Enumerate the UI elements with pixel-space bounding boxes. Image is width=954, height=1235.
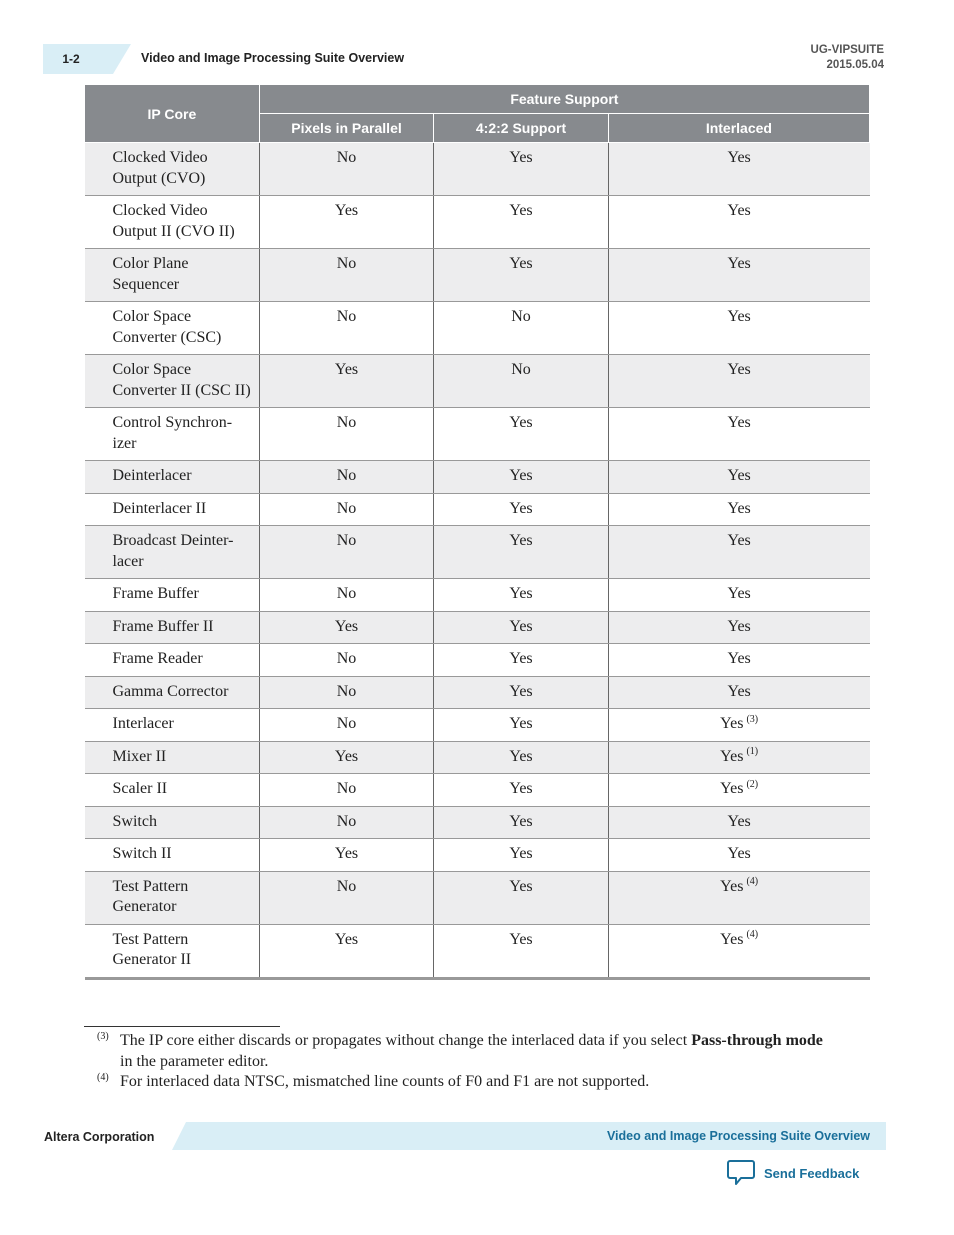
pixels-in-parallel-value: Yes (259, 839, 434, 872)
interlaced-text: Yes (727, 845, 751, 862)
interlaced-text: Yes (727, 202, 751, 219)
ip-core-name: Mixer II (85, 741, 260, 774)
table-row (85, 196, 870, 249)
pixels-in-parallel-value: Yes (259, 741, 434, 774)
table-row (85, 355, 870, 408)
interlaced-text: Yes (727, 585, 751, 602)
interlaced-value (608, 493, 869, 526)
support-422-value: Yes (434, 249, 609, 302)
doc-id-block (811, 43, 884, 73)
pixels-in-parallel-value: Yes (259, 611, 434, 644)
support-422-value: Yes (434, 143, 609, 196)
ip-core-name: Color Plane Sequencer (85, 249, 260, 302)
pixels-in-parallel-value: No (259, 143, 434, 196)
support-422-value: Yes (434, 644, 609, 677)
table-row (85, 302, 870, 355)
table-body (85, 143, 870, 979)
company-name: Altera Corporation (44, 1130, 155, 1144)
running-title: Video and Image Processing Suite Overview (141, 51, 405, 65)
table-row (85, 644, 870, 677)
support-422-value: Yes (434, 709, 609, 742)
footnote-mark: (3) (97, 1031, 109, 1042)
interlaced-value (608, 579, 869, 612)
ip-core-name: Frame Buffer II (85, 611, 260, 644)
interlaced-value (608, 408, 869, 461)
support-422-value: Yes (434, 741, 609, 774)
footer-band-notch (172, 1122, 186, 1150)
table-row (85, 839, 870, 872)
interlaced-value (608, 249, 869, 302)
footnote-bold-term: Pass-through mode (691, 1032, 823, 1049)
interlaced-text: Yes (727, 361, 751, 378)
doc-date: 2015.05.04 (826, 59, 884, 71)
pixels-in-parallel-value: Yes (259, 924, 434, 978)
interlaced-value (608, 526, 869, 579)
pixels-in-parallel-value: No (259, 493, 434, 526)
table-row (85, 408, 870, 461)
support-422-value: Yes (434, 774, 609, 807)
pixels-in-parallel-value: No (259, 579, 434, 612)
table-row (85, 806, 870, 839)
interlaced-text: Yes (727, 532, 751, 549)
footnote-text: The IP core either discards or propagates without change the interlaced data if you select Pass-through mode in the parameter editor. (120, 1032, 823, 1070)
interlaced-value (608, 611, 869, 644)
table-row (85, 461, 870, 494)
header-ip-core: IP Core (85, 85, 260, 143)
speech-bubble-icon (726, 1159, 756, 1187)
ip-core-name: Clocked Video Output II (CVO II) (85, 196, 260, 249)
ip-core-name: Scaler II (85, 774, 260, 807)
interlaced-value (608, 774, 869, 807)
interlaced-text: Yes (720, 780, 744, 797)
support-422-value: Yes (434, 924, 609, 978)
interlaced-value (608, 355, 869, 408)
footnote-4 (97, 1071, 837, 1092)
interlaced-value (608, 196, 869, 249)
doc-id: UG-VIPSUITE (810, 44, 884, 56)
footnote-reference[interactable]: (3) (746, 713, 759, 725)
table-row (85, 709, 870, 742)
table-row (85, 871, 870, 924)
interlaced-value (608, 644, 869, 677)
interlaced-value (608, 676, 869, 709)
support-422-value: Yes (434, 871, 609, 924)
interlaced-value (608, 839, 869, 872)
send-feedback-label: Send Feedback (764, 1165, 860, 1181)
interlaced-value (608, 741, 869, 774)
ip-core-name: Switch II (85, 839, 260, 872)
ip-core-name: Deinterlacer (85, 461, 260, 494)
interlaced-text: Yes (727, 812, 751, 830)
pixels-in-parallel-value: No (259, 408, 434, 461)
interlaced-value (608, 709, 869, 742)
support-422-value: Yes (434, 839, 609, 872)
interlaced-value (608, 461, 869, 494)
pixels-in-parallel-value: No (259, 526, 434, 579)
ip-core-name: Frame Reader (85, 644, 260, 677)
support-422-value: Yes (434, 408, 609, 461)
ip-core-name: Frame Buffer (85, 579, 260, 612)
pixels-in-parallel-value: No (259, 709, 434, 742)
ip-core-name: Gamma Corrector (85, 676, 260, 709)
interlaced-value (608, 871, 869, 924)
pixels-in-parallel-value: No (259, 644, 434, 677)
footnote-text: For interlaced data NTSC, mismatched line counts of F0 and F1 are not supported. (120, 1073, 650, 1090)
pixels-in-parallel-value: No (259, 249, 434, 302)
table-row (85, 493, 870, 526)
footnote-reference[interactable]: (1) (746, 746, 759, 758)
support-422-value: Yes (434, 579, 609, 612)
ip-core-name: Color Space Converter II (CSC II) (85, 355, 260, 408)
table-row (85, 249, 870, 302)
ip-core-name: Deinterlacer II (85, 493, 260, 526)
interlaced-text: Yes (720, 715, 744, 732)
interlaced-text: Yes (727, 467, 751, 484)
interlaced-text: Yes (727, 149, 751, 166)
interlaced-value (608, 143, 869, 196)
header-pixels-in-parallel: Pixels in Parallel (259, 114, 434, 143)
table-row (85, 676, 870, 709)
ip-core-name: Broadcast Deinter- lacer (85, 526, 260, 579)
table-row (85, 741, 870, 774)
footnote-reference[interactable]: (2) (746, 778, 759, 790)
support-422-value: Yes (434, 196, 609, 249)
interlaced-text: Yes (727, 617, 751, 635)
pixels-in-parallel-value: Yes (259, 355, 434, 408)
ip-core-name: Test Pattern Generator II (85, 924, 260, 978)
interlaced-text: Yes (727, 682, 751, 700)
pixels-in-parallel-value: No (259, 774, 434, 807)
table-row (85, 579, 870, 612)
support-422-value: No (434, 355, 609, 408)
interlaced-value (608, 924, 869, 978)
pixels-in-parallel-value: No (259, 302, 434, 355)
ip-core-name: Clocked Video Output (CVO) (85, 143, 260, 196)
table-row (85, 774, 870, 807)
ip-core-name: Color Space Converter (CSC) (85, 302, 260, 355)
support-422-value: Yes (434, 526, 609, 579)
footer-title-link[interactable]: Video and Image Processing Suite Overview (606, 1129, 870, 1143)
feature-support-table (84, 84, 870, 980)
interlaced-value (608, 302, 869, 355)
support-422-value: Yes (434, 676, 609, 709)
send-feedback-link[interactable] (726, 1158, 859, 1188)
interlaced-text: Yes (727, 308, 751, 325)
header-interlaced: Interlaced (608, 114, 869, 143)
interlaced-value (608, 806, 869, 839)
footnote-reference[interactable]: (4) (746, 876, 759, 888)
page-number: 1-2 (62, 52, 80, 66)
footnote-reference[interactable]: (4) (746, 929, 759, 941)
interlaced-text: Yes (727, 414, 751, 431)
ip-core-name: Control Synchron- izer (85, 408, 260, 461)
support-422-value: No (434, 302, 609, 355)
pixels-in-parallel-value: No (259, 806, 434, 839)
interlaced-text: Yes (720, 930, 744, 948)
table-row (85, 526, 870, 579)
pixels-in-parallel-value: No (259, 676, 434, 709)
support-422-value: Yes (434, 461, 609, 494)
support-422-value: Yes (434, 611, 609, 644)
ip-core-name: Switch (85, 806, 260, 839)
footnote-mark: (4) (97, 1072, 109, 1083)
footnote-3 (97, 1030, 837, 1072)
pixels-in-parallel-value: No (259, 871, 434, 924)
table-row (85, 143, 870, 196)
pixels-in-parallel-value: No (259, 461, 434, 494)
support-422-value: Yes (434, 493, 609, 526)
header-422-support: 4:2:2 Support (434, 114, 609, 143)
interlaced-text: Yes (720, 877, 744, 895)
footnote-divider (84, 1026, 280, 1027)
interlaced-text: Yes (720, 747, 744, 765)
table-row (85, 611, 870, 644)
interlaced-text: Yes (727, 499, 751, 517)
table-row (85, 924, 870, 978)
pixels-in-parallel-value: Yes (259, 196, 434, 249)
ip-core-name: Test Pattern Generator (85, 871, 260, 924)
interlaced-text: Yes (727, 650, 751, 667)
ip-core-name: Interlacer (85, 709, 260, 742)
header-feature-support: Feature Support (259, 85, 869, 114)
interlaced-text: Yes (727, 255, 751, 272)
support-422-value: Yes (434, 806, 609, 839)
